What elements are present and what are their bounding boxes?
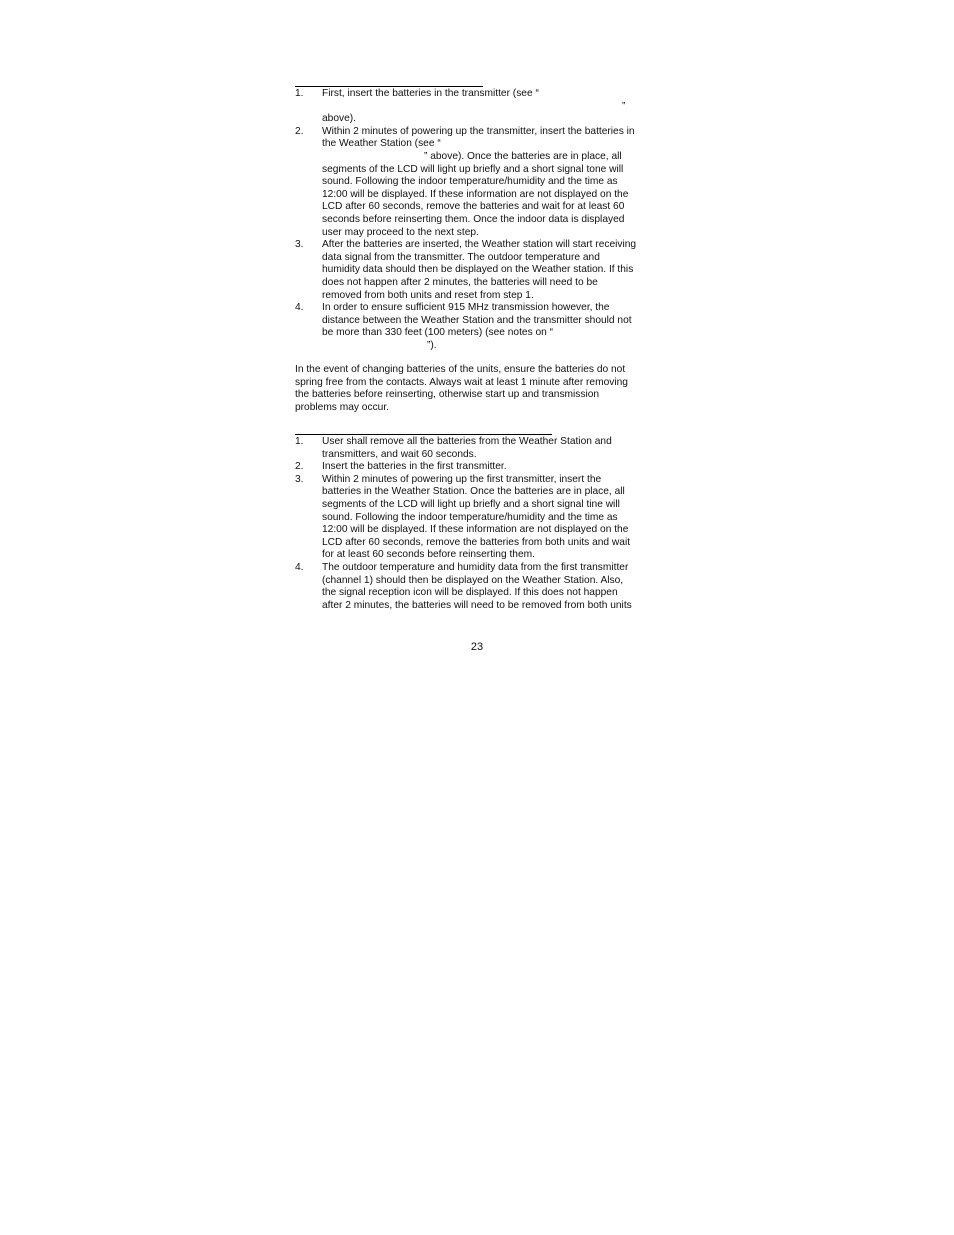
battery-change-note xyxy=(295,364,665,414)
step-text-line: data signal from the transmitter. The outdoor temperature and xyxy=(322,251,600,263)
setup-step-1 xyxy=(295,88,665,126)
step-text-line: does not happen after 2 minutes, the batteries will need to be xyxy=(322,276,598,288)
step-text-line: be more than 330 feet (100 meters) (see notes on “ xyxy=(322,327,554,339)
step-number: 4. xyxy=(295,302,304,314)
step-number: 1. xyxy=(295,436,304,447)
step-text-line: Insert the batteries in the first transmitter. xyxy=(322,461,507,473)
step-text-line: sound. Following the indoor temperature/humidity and the time as xyxy=(322,176,618,188)
section-heading-underline xyxy=(295,434,552,435)
step-text-line: Within 2 minutes of powering up the transmitter, insert the batteries in xyxy=(322,125,635,137)
step-text-line: after 2 minutes, the batteries will need to be removed from both units xyxy=(322,599,632,611)
step-number: 3. xyxy=(295,239,304,251)
step-text-line: user may proceed to the next step. xyxy=(322,226,479,238)
step-text-line: The outdoor temperature and humidity data from the first transmitter xyxy=(322,561,629,573)
setup-steps-list xyxy=(295,88,665,352)
step-text-line: transmitters, and wait 60 seconds. xyxy=(322,448,477,460)
step-text-line: 12:00 will be displayed. If these information are not displayed on the xyxy=(322,524,629,536)
step-text-line: In order to ensure sufficient 915 MHz transmission however, the xyxy=(322,302,610,314)
note-text-line: problems may occur. xyxy=(295,401,389,413)
step-text-line: batteries in the Weather Station. Once the batteries are in place, all xyxy=(322,486,625,498)
step-number: 1. xyxy=(295,88,304,99)
note-text-line: spring free from the contacts. Always wait at least 1 minute after removing xyxy=(295,376,628,388)
section-heading-underline xyxy=(295,86,483,87)
multi-step-4 xyxy=(295,562,665,612)
step-text-line: First, insert the batteries in the transmitter (see “ xyxy=(322,88,539,99)
step-text-line: sound. Following the indoor temperature/humidity and the time as xyxy=(322,511,618,523)
note-text-line: the batteries before reinserting, otherwise start up and transmission xyxy=(295,389,600,401)
setup-step-3 xyxy=(295,239,665,302)
step-text-line: the signal reception icon will be displayed. If this does not happen xyxy=(322,587,618,599)
setup-step-2 xyxy=(295,126,665,239)
step-text-line: Within 2 minutes of powering up the first transmitter, insert the xyxy=(322,473,602,485)
step-number: 2. xyxy=(295,125,304,137)
step-text-line: User shall remove all the batteries from the Weather Station and xyxy=(322,436,612,447)
step-number: 4. xyxy=(295,561,304,573)
step-text-line: removed from both units and reset from step 1. xyxy=(322,289,534,301)
step-text-line: ”). xyxy=(427,339,437,351)
step-text-line: LCD after 60 seconds, remove the batteries from both units and wait xyxy=(322,536,631,548)
step-text-line: humidity data should then be displayed on the Weather station. If this xyxy=(322,264,634,276)
step-text-line: segments of the LCD will light up briefly and a short signal tine will xyxy=(322,498,620,510)
step-number: 3. xyxy=(295,473,304,485)
step-text-line: above). xyxy=(322,113,356,125)
multi-step-3 xyxy=(295,474,665,562)
step-text-line: (channel 1) should then be displayed on the Weather Station. Also, xyxy=(322,574,624,586)
step-text-line: ” above). Once the batteries are in place, all xyxy=(424,150,622,162)
step-text-line: segments of the LCD will light up briefly and a short signal tone will xyxy=(322,163,624,175)
step-text-line: ” xyxy=(622,100,626,112)
note-text-line: In the event of changing batteries of the units, ensure the batteries do not xyxy=(295,364,626,375)
setup-step-4 xyxy=(295,302,665,352)
step-text-line: for at least 60 seconds before reinserting them. xyxy=(322,549,535,561)
step-text-line: seconds before reinserting them. Once the indoor data is displayed xyxy=(322,213,625,225)
page-number: 23 xyxy=(470,641,484,653)
step-text-line: After the batteries are inserted, the Weather station will start receiving xyxy=(322,239,637,251)
multi-step-2 xyxy=(295,461,665,474)
step-text-line: 12:00 will be displayed. If these information are not displayed on the xyxy=(322,188,629,200)
step-text-line: distance between the Weather Station and the transmitter should not xyxy=(322,314,632,326)
multi-step-1 xyxy=(295,436,665,461)
multi-transmitter-steps-list xyxy=(295,436,665,612)
step-number: 2. xyxy=(295,461,304,473)
step-text-line: the Weather Station (see “ xyxy=(322,138,441,150)
step-text-line: LCD after 60 seconds, remove the batteries and wait for at least 60 xyxy=(322,201,625,213)
